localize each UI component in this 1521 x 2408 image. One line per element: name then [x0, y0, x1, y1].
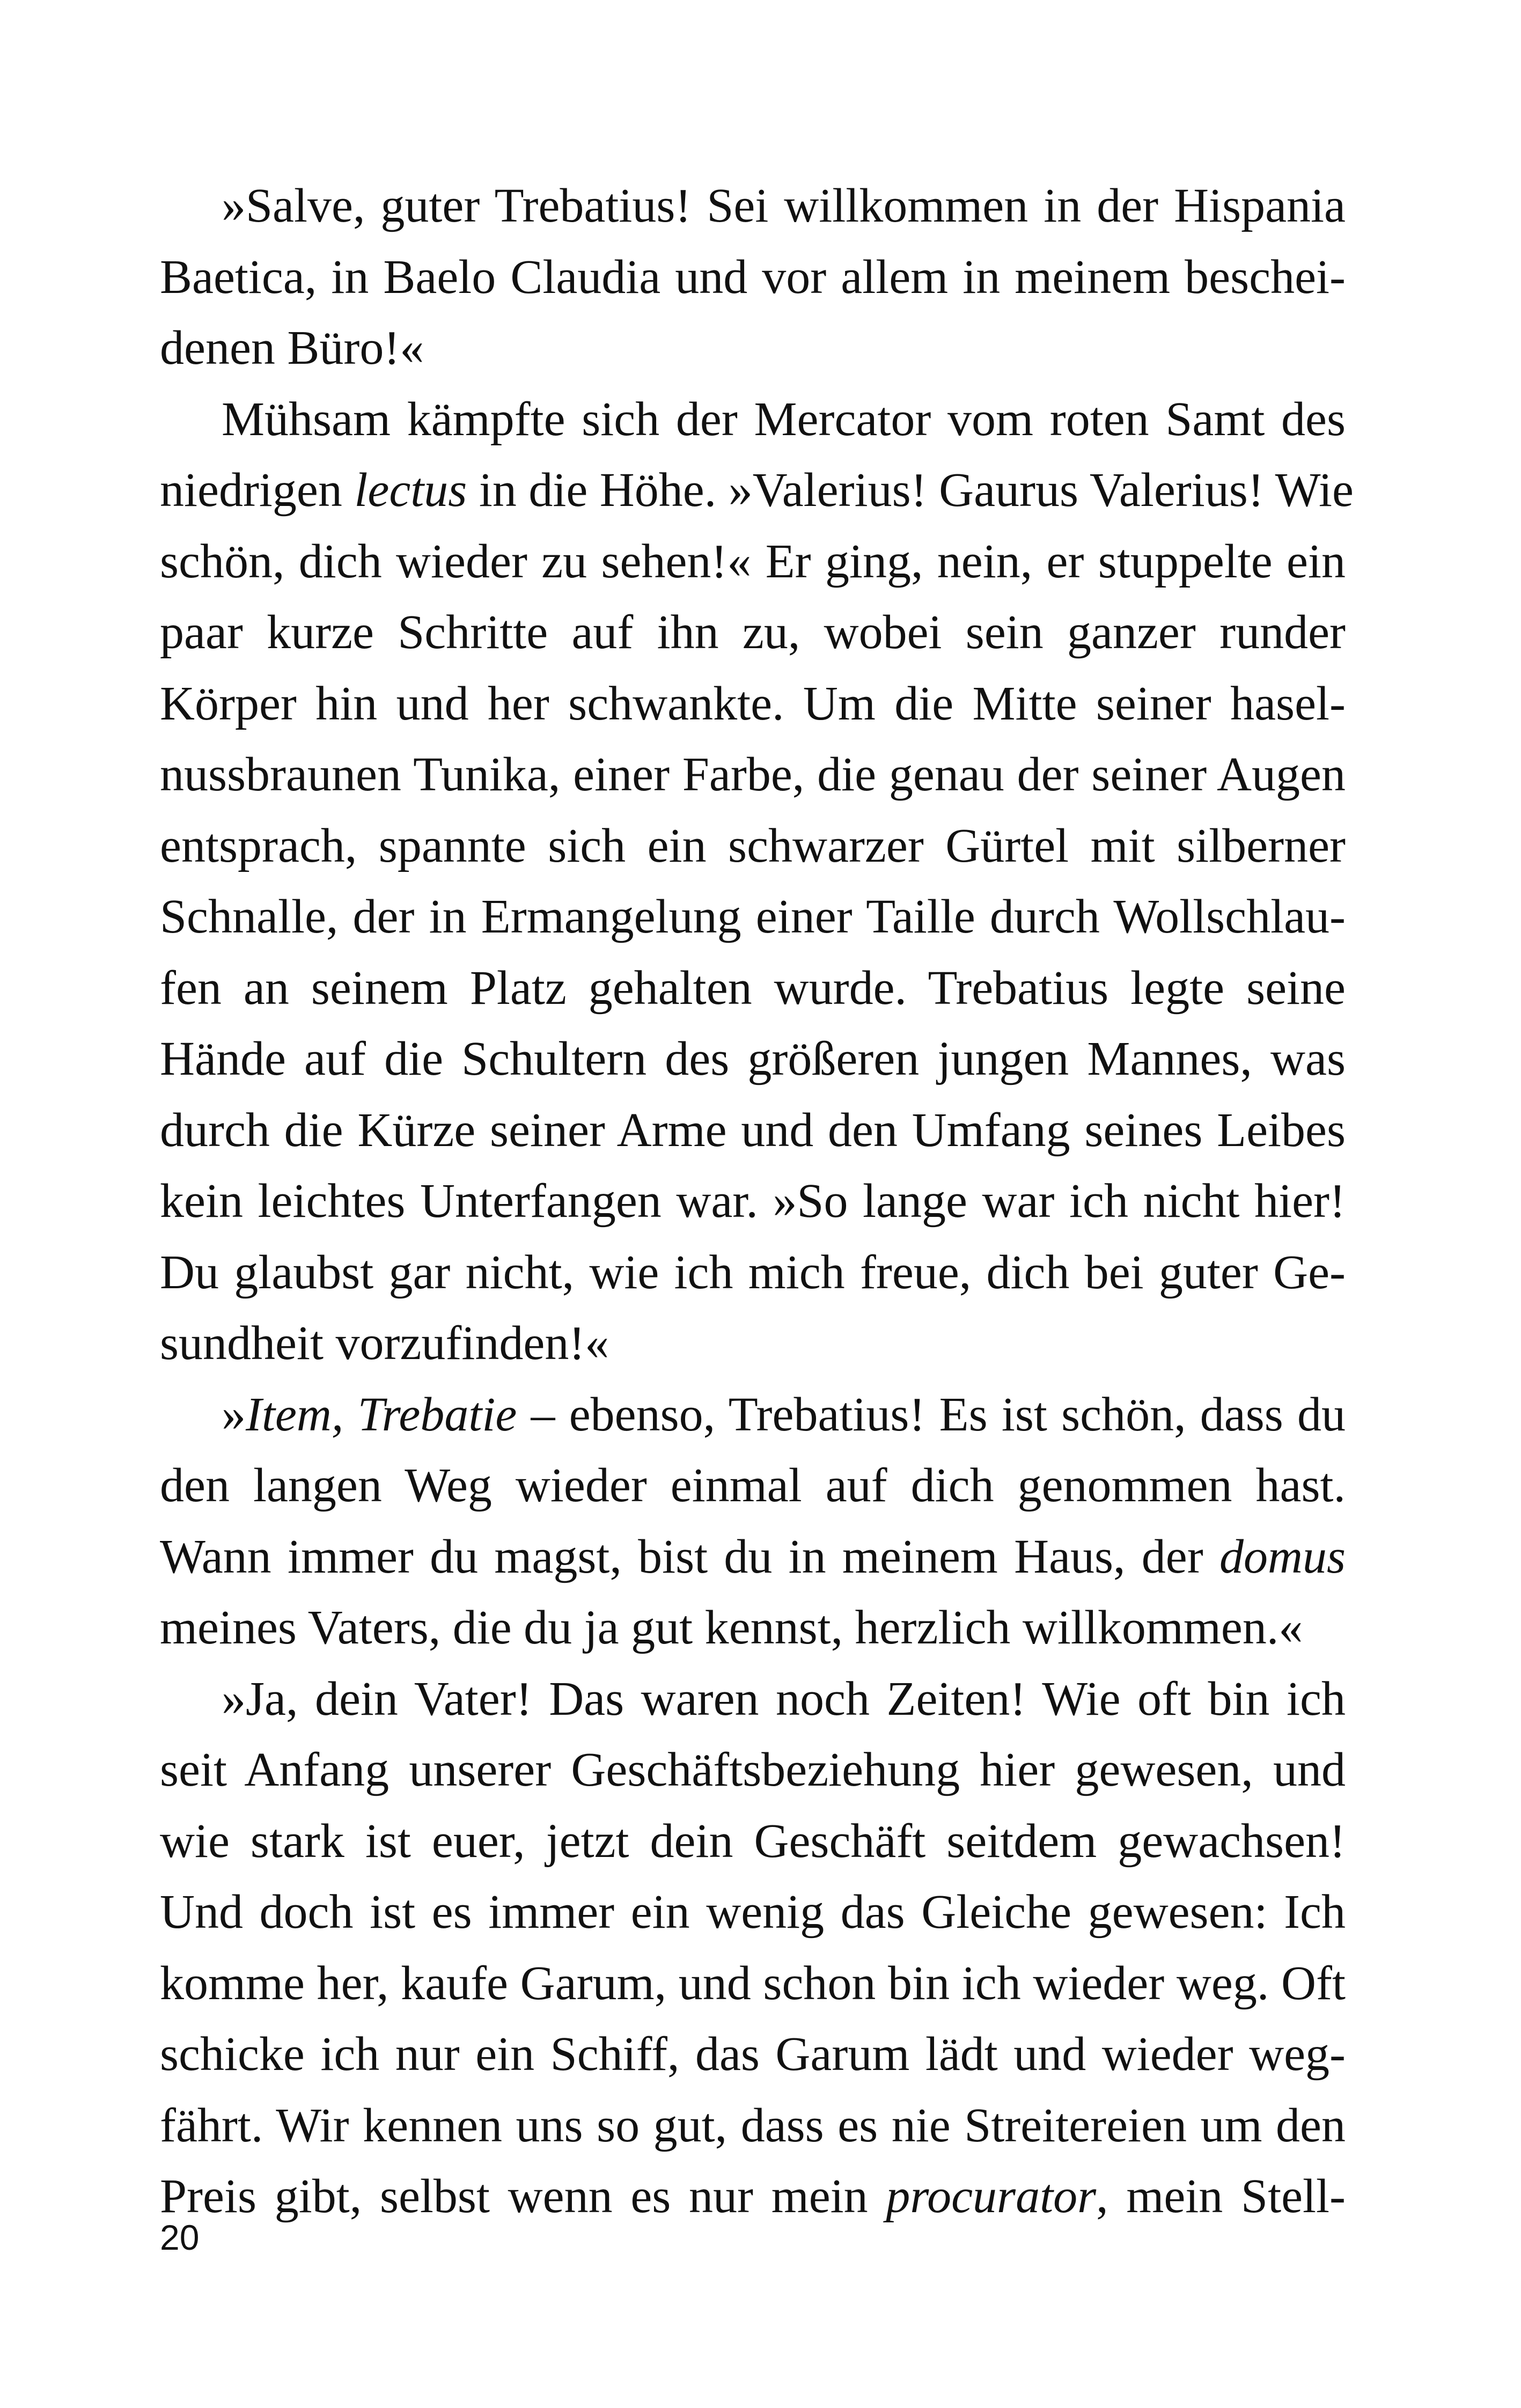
- text-line: [160, 1522, 1346, 1593]
- text-line: [160, 1592, 1346, 1664]
- text-line: [160, 811, 1346, 882]
- text-line: [160, 739, 1346, 811]
- text-run: »: [222, 1387, 246, 1441]
- text-run: paar kurze Schritte auf ihn zu, wobei sein ganzer runder: [160, 606, 1346, 659]
- text-line: [160, 171, 1346, 242]
- text-line: [160, 1806, 1346, 1877]
- text-run: »Ja, dein Vater! Das waren noch Zeiten! Wie oft bin ich: [222, 1672, 1346, 1726]
- page-number: 20: [160, 2218, 200, 2257]
- text-run: Hände auf die Schultern des größeren jungen Mannes, was: [160, 1032, 1346, 1085]
- paragraph: [160, 1379, 1346, 1664]
- text-run: , mein Stell-: [1096, 2170, 1346, 2223]
- text-run: Baetica, in Baelo Claudia und vor allem in meinem beschei-: [160, 250, 1346, 304]
- text-run: Du glaubst gar nicht, wie ich mich freue, dich bei guter Ge-: [160, 1245, 1346, 1299]
- text-line: [160, 2090, 1346, 2162]
- text-run: durch die Kürze seiner Arme und den Umfang seines Leibes: [160, 1103, 1346, 1157]
- paragraph: [160, 171, 1346, 384]
- text-line: [160, 1735, 1346, 1806]
- text-line: [160, 1095, 1346, 1166]
- text-line: [160, 1948, 1346, 2020]
- text-run: fährt. Wir kennen uns so gut, dass es nie Streitereien um den: [160, 2098, 1346, 2152]
- text-run: Und doch ist es immer ein wenig das Gleiche gewesen: Ich: [160, 1885, 1346, 1939]
- text-line: [160, 384, 1346, 456]
- text-run: meines Vaters, die du ja gut kennst, herzlich willkommen.«: [160, 1601, 1303, 1654]
- text-line: [160, 1166, 1346, 1237]
- text-run: sundheit vorzufinden!«: [160, 1317, 609, 1370]
- text-run: entsprach, spannte sich ein schwarzer Gürtel mit silberner: [160, 819, 1346, 872]
- italic-phrase: Item, Trebatie: [246, 1387, 517, 1441]
- text-run: schön, dich wieder zu sehen!« Er ging, nein, er stuppelte ein: [160, 534, 1346, 588]
- text-line: [160, 669, 1346, 740]
- text-line: [160, 2019, 1346, 2090]
- text-run: kein leichtes Unterfangen war. »So lange war ich nicht hier!: [160, 1174, 1346, 1228]
- text-line: [160, 2161, 1346, 2233]
- paragraph: [160, 384, 1354, 1379]
- text-run: komme her, kaufe Garum, und schon bin ich wieder weg. Oft: [160, 1956, 1346, 2010]
- text-line: [160, 1237, 1346, 1309]
- text-run: – ebenso, Trebatius! Es ist schön, dass du: [517, 1387, 1346, 1441]
- text-run: seit Anfang unserer Geschäftsbeziehung hier gewesen, und: [160, 1743, 1346, 1796]
- text-line: [160, 1024, 1346, 1095]
- text-line: [160, 1308, 1346, 1379]
- text-run: »Salve, guter Trebatius! Sei willkommen in der Hispania: [222, 179, 1346, 232]
- text-line: [160, 1379, 1346, 1451]
- body-text: [160, 171, 1354, 2233]
- paragraph: [160, 1664, 1346, 2233]
- text-run: wie stark ist euer, jetzt dein Geschäft seitdem gewachsen!: [160, 1814, 1346, 1868]
- text-run: Schnalle, der in Ermangelung einer Taille durch Wollschlau-: [160, 890, 1346, 943]
- text-run: niedrigen: [160, 464, 355, 517]
- text-line: [160, 242, 1346, 313]
- text-run: Körper hin und her schwankte. Um die Mitte seiner hasel-: [160, 677, 1346, 730]
- text-run: Wann immer du magst, bist du in meinem Haus, der: [160, 1530, 1219, 1583]
- text-line: [160, 882, 1346, 953]
- text-run: Mühsam kämpfte sich der Mercator vom roten Samt des: [222, 392, 1346, 446]
- text-run: den langen Weg wieder einmal auf dich genommen hast.: [160, 1459, 1346, 1512]
- text-line: [160, 1664, 1346, 1735]
- text-line: [160, 313, 1346, 384]
- text-line: [160, 597, 1346, 669]
- text-line: [160, 455, 1354, 526]
- text-run: nussbraunen Tunika, einer Farbe, die genau der seiner Augen: [160, 748, 1346, 801]
- text-run: in die Höhe. »Valerius! Gaurus Valerius! Wie: [467, 464, 1354, 517]
- text-line: [160, 953, 1346, 1024]
- text-line: [160, 1450, 1346, 1522]
- italic-phrase: domus: [1219, 1530, 1346, 1583]
- italic-phrase: procurator: [886, 2170, 1097, 2223]
- text-run: schicke ich nur ein Schiff, das Garum lädt und wieder weg-: [160, 2028, 1346, 2081]
- italic-phrase: lectus: [354, 464, 467, 517]
- text-run: Preis gibt, selbst wenn es nur mein: [160, 2170, 886, 2223]
- text-line: [160, 1877, 1346, 1948]
- text-line: [160, 526, 1346, 598]
- text-run: denen Büro!«: [160, 321, 424, 375]
- text-run: fen an seinem Platz gehalten wurde. Trebatius legte seine: [160, 961, 1346, 1015]
